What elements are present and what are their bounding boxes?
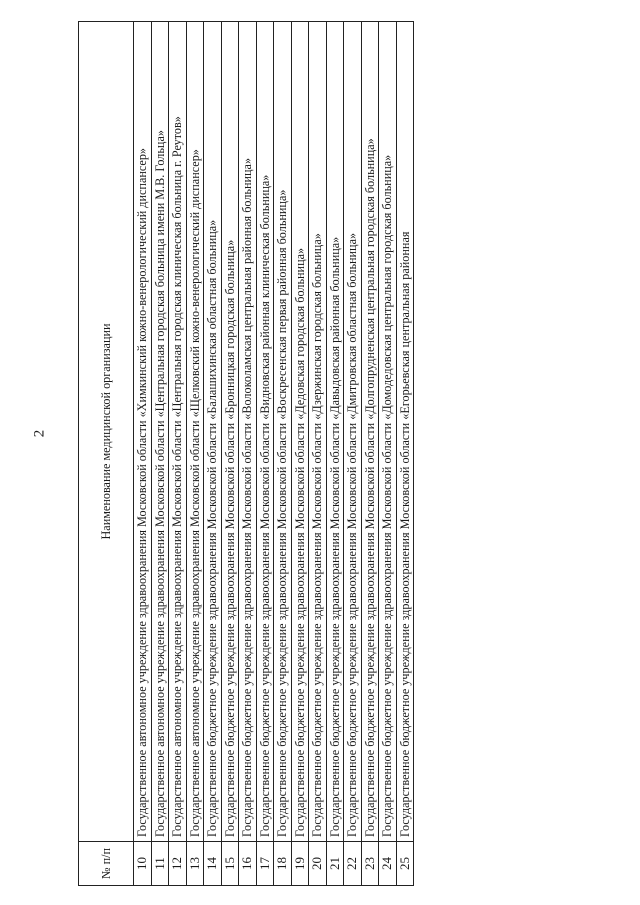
row-number: 13 (186, 842, 204, 886)
row-number: 22 (344, 842, 362, 886)
row-number: 20 (309, 842, 327, 886)
table-row (344, 22, 362, 886)
organization-name: Государственное бюджетное учреждение здравоохранения Московской области «Домодедовская центральная городская больница» (379, 22, 397, 842)
table-row (204, 22, 222, 886)
organization-name: Государственное бюджетное учреждение здравоохранения Московской области «Дзержинская городская больница» (309, 22, 327, 842)
row-number: 14 (204, 842, 222, 886)
row-number: 21 (326, 842, 344, 886)
row-number: 12 (169, 842, 187, 886)
row-number: 11 (151, 842, 169, 886)
organization-name: Государственное бюджетное учреждение здравоохранения Московской области «Дмитровская областная больница» (344, 22, 362, 842)
header-organization-name: Наименование медицинской организации (79, 22, 134, 842)
table-row (256, 22, 274, 886)
organization-name: Государственное бюджетное учреждение здравоохранения Московской области «Волоколамская центральная районная больница» (239, 22, 257, 842)
row-number: 19 (291, 842, 309, 886)
table-row (309, 22, 327, 886)
table-row (361, 22, 379, 886)
table-row (169, 22, 187, 886)
organization-name: Государственное бюджетное учреждение здравоохранения Московской области «Воскресенская первая районная больница» (274, 22, 292, 842)
table-row (396, 22, 414, 886)
table-row (291, 22, 309, 886)
table-row (151, 22, 169, 886)
table-row (239, 22, 257, 886)
row-number: 16 (239, 842, 257, 886)
organization-name: Государственное бюджетное учреждение здравоохранения Московской области «Видновская районная клиническая больница» (256, 22, 274, 842)
organization-name: Государственное бюджетное учреждение здравоохранения Московской области «Бронницкая городская больница» (221, 22, 239, 842)
header-number: № п/п (79, 842, 134, 886)
table-row (326, 22, 344, 886)
row-number: 17 (256, 842, 274, 886)
organization-name: Государственное бюджетное учреждение здравоохранения Московской области «Давыдовская районная больница» (326, 22, 344, 842)
medical-organizations-table (78, 21, 414, 886)
row-number: 25 (396, 842, 414, 886)
table-row (186, 22, 204, 886)
organization-name: Государственное автономное учреждение здравоохранения Московской области «Щелковский кожно-венерологический диспансер» (186, 22, 204, 842)
organization-name: Государственное бюджетное учреждение здравоохранения Московской области «Долгопрудненская центральная городская больница» (361, 22, 379, 842)
table-header-row (79, 22, 134, 886)
organization-name: Государственное бюджетное учреждение здравоохранения Московской области «Егорьевская центральная районная (396, 22, 414, 842)
page-number: 2 (31, 429, 48, 438)
table-row (274, 22, 292, 886)
organization-name: Государственное автономное учреждение здравоохранения Московской области «Центральная городская больница имени М.В. Гольца» (151, 22, 169, 842)
organization-name: Государственное автономное учреждение здравоохранения Московской области «Центральная городская клиническая больница г. Реутов» (169, 22, 187, 842)
organization-name: Государственное автономное учреждение здравоохранения Московской области «Химкинский кожно-венерологический диспансер» (134, 22, 152, 842)
organization-name: Государственное бюджетное учреждение здравоохранения Московской области «Дедовская городская больница» (291, 22, 309, 842)
table-row (221, 22, 239, 886)
row-number: 10 (134, 842, 152, 886)
row-number: 18 (274, 842, 292, 886)
row-number: 23 (361, 842, 379, 886)
row-number: 24 (379, 842, 397, 886)
rotated-table-container (78, 22, 608, 886)
table-row (379, 22, 397, 886)
row-number: 15 (221, 842, 239, 886)
organization-name: Государственное бюджетное учреждение здравоохранения Московской области «Балашихинская областная больница» (204, 22, 222, 842)
table-row (134, 22, 152, 886)
